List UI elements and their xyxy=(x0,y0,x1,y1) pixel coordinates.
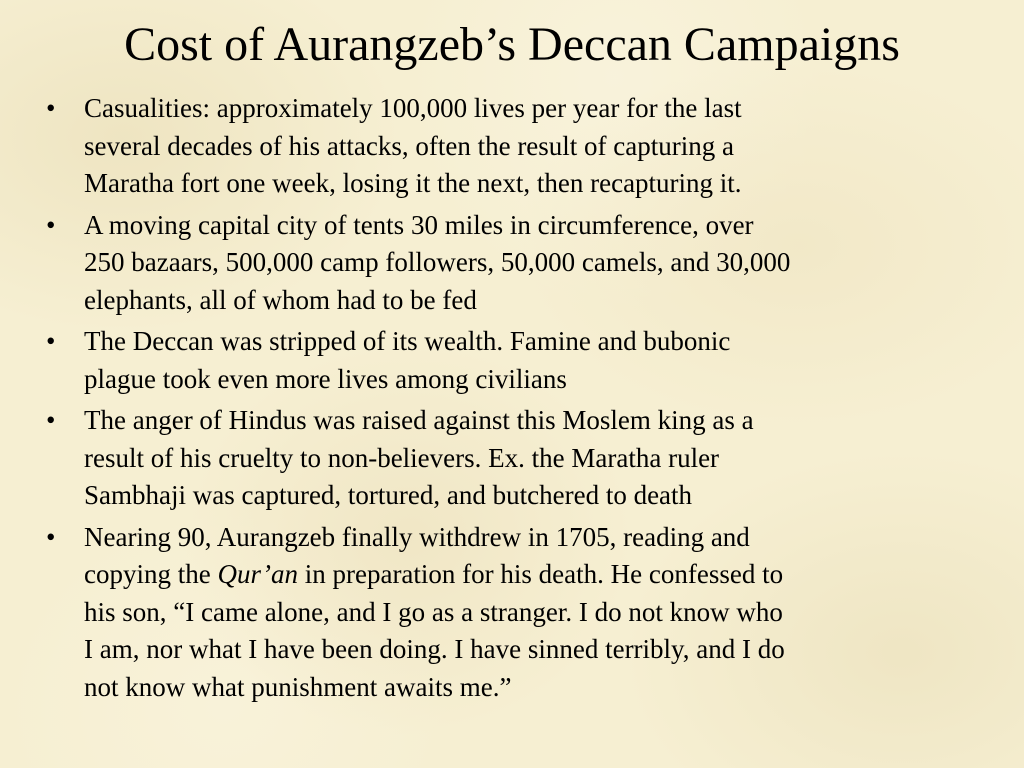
slide-title: Cost of Aurangzeb’s Deccan Campaigns xyxy=(124,18,900,71)
bullet-line: I am, nor what I have been doing. I have sinned terribly, and I do xyxy=(84,634,785,664)
bullet-line: Nearing 90, Aurangzeb finally withdrew in 1705, reading and xyxy=(84,521,750,552)
bullet-list xyxy=(46,90,986,710)
bullet-glyph: • xyxy=(46,93,56,123)
bullet-line: A moving capital city of tents 30 miles in circumference, over xyxy=(84,209,754,240)
bullet-line: Casualities: approximately 100,000 lives per year for the last xyxy=(84,93,742,123)
bullet-glyph: • xyxy=(46,405,56,435)
bullet-line: result of his cruelty to non-believers. Ex. the Maratha ruler xyxy=(84,442,720,473)
bullet-line: The Deccan was stripped of its wealth. Famine and bubonic xyxy=(84,326,731,356)
bullet-glyph: • xyxy=(46,521,56,552)
bullet-line: The anger of Hindus was raised against this Moslem king as a xyxy=(84,405,754,435)
bullet-line: Sambhaji was captured, tortured, and butchered to death xyxy=(84,480,693,510)
bullet-line: plague took even more lives among civilians xyxy=(84,363,567,394)
bullet-moving-capital xyxy=(46,207,986,320)
text-run: copying the xyxy=(84,559,218,589)
bullet-withdrawal xyxy=(46,519,986,707)
bullet-line: not know what punishment awaits me.” xyxy=(84,671,512,702)
bullet-line: 250 bazaars, 500,000 camp followers, 50,000 camels, and 30,000 xyxy=(84,247,791,277)
bullet-line-with-italic xyxy=(84,556,986,594)
bullet-casualties xyxy=(46,90,986,203)
bullet-glyph: • xyxy=(46,326,56,356)
bullet-glyph: • xyxy=(46,209,56,240)
bullet-deccan-wealth xyxy=(46,323,986,398)
text-run: in preparation for his death. He confessed to xyxy=(297,559,784,589)
bullet-line: several decades of his attacks, often the result of capturing a xyxy=(84,130,734,161)
bullet-hindu-anger xyxy=(46,402,986,515)
bullet-line: his son, “I came alone, and I go as a stranger. I do not know who xyxy=(84,596,783,627)
bullet-line: Maratha fort one week, losing it the next, then recapturing it. xyxy=(84,168,742,198)
quran-italic: Qur’an xyxy=(217,559,298,589)
bullet-line: elephants, all of whom had to be fed xyxy=(84,284,477,315)
